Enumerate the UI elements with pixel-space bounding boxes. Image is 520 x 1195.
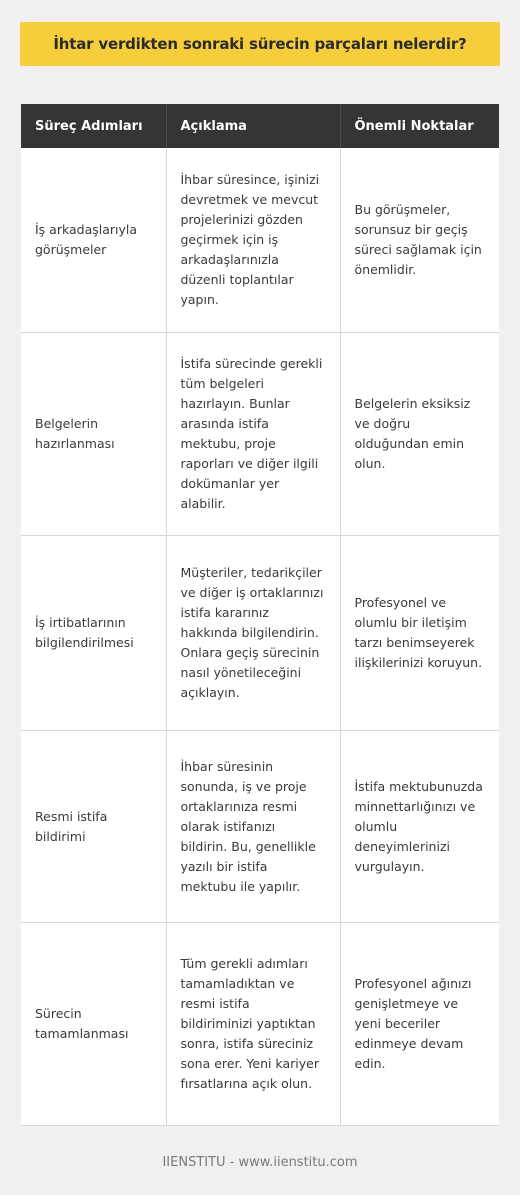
description-cell: İstifa sürecinde gerekli tüm belgeleri hazırlayın. Bunlar arasında istifa mektubu, proje raporları ve diğer ilgili dokümanlar yer alabilir. xyxy=(166,333,340,536)
step-cell: Resmi istifa bildirimi xyxy=(21,731,166,923)
table-header-row xyxy=(21,104,499,148)
notes-cell: Belgelerin eksiksiz ve doğru olduğundan emin olun. xyxy=(340,333,499,536)
table-row xyxy=(21,731,499,923)
column-header-description: Açıklama xyxy=(166,104,340,148)
footer-credit: IIENSTITU - www.iienstitu.com xyxy=(162,1155,358,1170)
description-cell: Tüm gerekli adımları tamamladıktan ve resmi istifa bildiriminizi yaptıktan sonra, istifa süreciniz sona erer. Yeni kariyer fırsatlarına açık olun. xyxy=(166,923,340,1126)
description-cell: Müşteriler, tedarikçiler ve diğer iş ortaklarınızı istifa kararınız hakkında bilgilendirin. Onlara geçiş sürecinin nasıl yönetileceğini açıklayın. xyxy=(166,536,340,731)
step-cell: İş irtibatlarının bilgilendirilmesi xyxy=(21,536,166,731)
column-header-notes: Önemli Noktalar xyxy=(340,104,499,148)
table-row xyxy=(21,923,499,1126)
notes-cell: Bu görüşmeler, sorunsuz bir geçiş süreci sağlamak için önemlidir. xyxy=(340,148,499,333)
page-title: İhtar verdikten sonraki sürecin parçaları nelerdir? xyxy=(53,35,467,53)
process-table xyxy=(21,104,499,1126)
description-cell: İhbar süresinin sonunda, iş ve proje ortaklarınıza resmi olarak istifanızı bildirin. Bu, genellikle yazılı bir istifa mektubu ile yapılır. xyxy=(166,731,340,923)
table-row xyxy=(21,148,499,333)
notes-cell: Profesyonel ve olumlu bir iletişim tarzı benimseyerek ilişkilerinizi koruyun. xyxy=(340,536,499,731)
description-cell: İhbar süresince, işinizi devretmek ve mevcut projelerinizi gözden geçirmek için iş arkadaşlarınızla düzenli toplantılar yapın. xyxy=(166,148,340,333)
title-banner xyxy=(20,22,500,66)
step-cell: Belgelerin hazırlanması xyxy=(21,333,166,536)
notes-cell: İstifa mektubunuzda minnettarlığınızı ve olumlu deneyimlerinizi vurgulayın. xyxy=(340,731,499,923)
table-row xyxy=(21,536,499,731)
step-cell: Sürecin tamamlanması xyxy=(21,923,166,1126)
table-row xyxy=(21,333,499,536)
notes-cell: Profesyonel ağınızı genişletmeye ve yeni beceriler edinmeye devam edin. xyxy=(340,923,499,1126)
column-header-steps: Süreç Adımları xyxy=(21,104,166,148)
step-cell: İş arkadaşlarıyla görüşmeler xyxy=(21,148,166,333)
